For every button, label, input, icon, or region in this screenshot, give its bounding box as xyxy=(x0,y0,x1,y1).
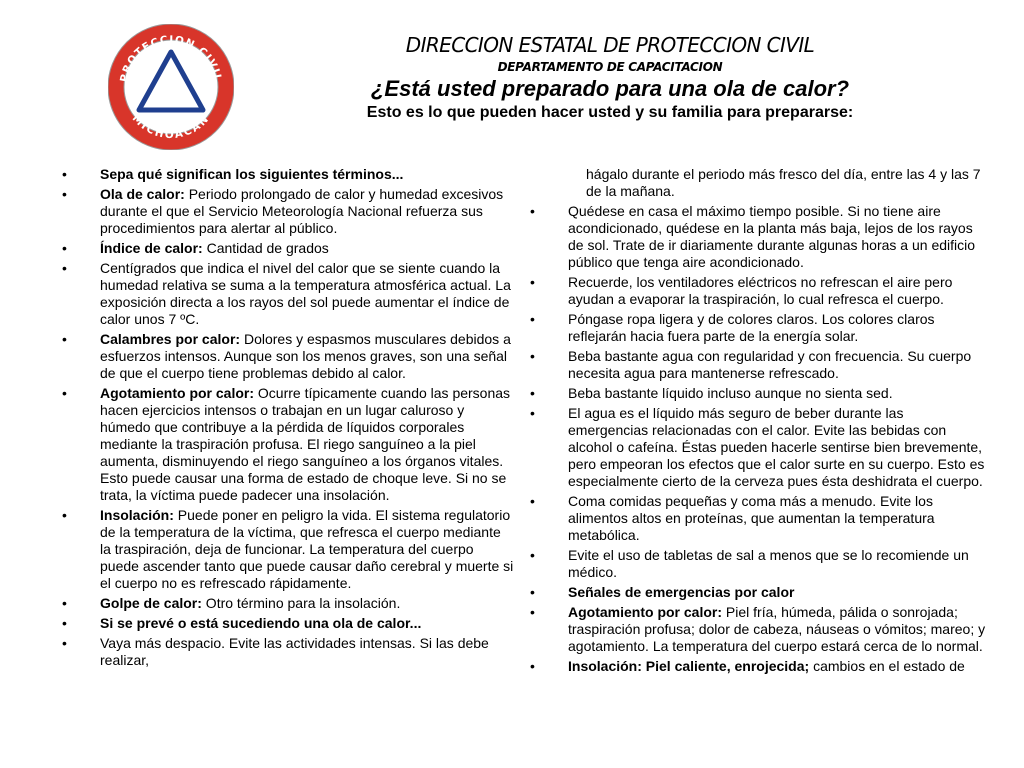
logo-triangle xyxy=(139,52,203,110)
right-column xyxy=(530,166,986,678)
list-item: • Agotamiento por calor: Piel fría, húmeda, pálida o sonrojada; traspiración profusa; dolor de cabeza, náuseas o vómitos; mareo; y agotamiento. La temperatura del cuerpo estará cerca de lo normal. xyxy=(530,604,986,655)
list-item-continuation: hágalo durante el periodo más fresco del día, entre las 4 y las 7 de la mañana. xyxy=(586,166,981,199)
list-item: • Coma comidas pequeñas y coma más a menudo. Evite los alimentos altos en proteínas, que aumentan la temperatura metabólica. xyxy=(530,493,986,544)
logo-bottom-text: MICHOACAN xyxy=(129,112,213,142)
list-item: • El agua es el líquido más seguro de beber durante las emergencias relacionadas con el calor. Evite las bebidas con alcohol o cafeína. Éstas pueden hacerle sentirse bien brevemente, pero empeoran los efectos que el calor surte en su cuerpo. Esto es especialmente cierto de la cerveza pues ésta deshidrata el cuerpo. xyxy=(530,405,986,490)
list-item: • Póngase ropa ligera y de colores claros. Los colores claros reflejarán hacia fuera parte de la energía solar. xyxy=(530,311,986,345)
list-item: • Beba bastante agua con regularidad y con frecuencia. Su cuerpo necesita agua para mantenerse refrescado. xyxy=(530,348,986,382)
list-item: • Señales de emergencias por calor xyxy=(530,584,986,601)
list-item: • Si se prevé o está sucediendo una ola de calor... xyxy=(62,615,514,632)
subtitle: Esto es lo que pueden hacer usted y su familia para prepararse: xyxy=(366,104,854,121)
left-column xyxy=(62,166,514,672)
headline-question: ¿Está usted preparado para una ola de calor? xyxy=(370,76,850,101)
list-item: • Calambres por calor: Dolores y espasmos musculares debidos a esfuerzos intensos. Aunque son los menos graves, son una señal de que el cuerpo tiene problemas debido al calor. xyxy=(62,331,514,382)
list-item: • Ola de calor: Periodo prolongado de calor y humedad excesivos durante el que el Servicio Meteorología Nacional refuerza sus procedimientos para alertar al público. xyxy=(62,186,514,237)
list-item: • Insolación: Piel caliente, enrojecida; cambios en el estado de xyxy=(530,658,986,675)
list-item: • Centígrados que indica el nivel del calor que se siente cuando la humedad relativa se suma a la temperatura atmosférica actual. La exposición directa a los rayos del sol puede aumentar el índice de calor unos 7 ºC. xyxy=(62,260,514,328)
list-item: • Quédese en casa el máximo tiempo posible. Si no tiene aire acondicionado, quédese en la planta más baja, lejos de los rayos de sol. Trate de ir diariamente durante algunas horas a un edificio público que tenga aire acondicionado. xyxy=(530,203,986,271)
list-item: • Insolación: Puede poner en peligro la vida. El sistema regulatorio de la temperatura de la víctima, que refresca el cuerpo mediante la traspiración, deja de funcionar. La temperatura del cuerpo puede ascender tanto que puede causar daño cerebral y muerte si el cuerpo no es refrescado rápidamente. xyxy=(62,507,514,592)
list-item: • Sepa qué significan los siguientes términos... xyxy=(62,166,514,183)
list-item: • Golpe de calor: Otro término para la insolación. xyxy=(62,595,514,612)
list-item: • Recuerde, los ventiladores eléctricos no refrescan el aire pero ayudan a evaporar la traspiración, lo cual refresca el cuerpo. xyxy=(530,274,986,308)
logo-ring xyxy=(116,32,226,142)
proteccion-civil-logo xyxy=(108,24,234,150)
logo-top-text: PROTECCION CIVIL xyxy=(118,33,224,84)
list-item: • Agotamiento por calor: Ocurre típicamente cuando las personas hacen ejercicios intensos o trabajan en un lugar caluroso y húmedo que contribuye a la pérdida de líquidos corporales mediante la traspiración profusa. El riego sanguíneo a la piel aumenta, disminuyendo el riego sanguíneo a los órganos vitales. Esto puede causar una forma de estado de choque leve. Si no se trata, la víctima puede padecer una insolación. xyxy=(62,385,514,504)
list-item: • Evite el uso de tabletas de sal a menos que se lo recomiende un médico. xyxy=(530,547,986,581)
department-name: DEPARTAMENTO DE CAPACITACION xyxy=(497,60,723,74)
list-item: • Índice de calor: Cantidad de grados xyxy=(62,240,514,257)
list-item: • Beba bastante líquido incluso aunque no sienta sed. xyxy=(530,385,986,402)
page-header xyxy=(250,32,970,122)
list-item: • Vaya más despacio. Evite las actividades intensas. Si las debe realizar, xyxy=(62,635,514,669)
page-title: DIRECCION ESTATAL DE PROTECCION CIVIL xyxy=(405,33,815,57)
